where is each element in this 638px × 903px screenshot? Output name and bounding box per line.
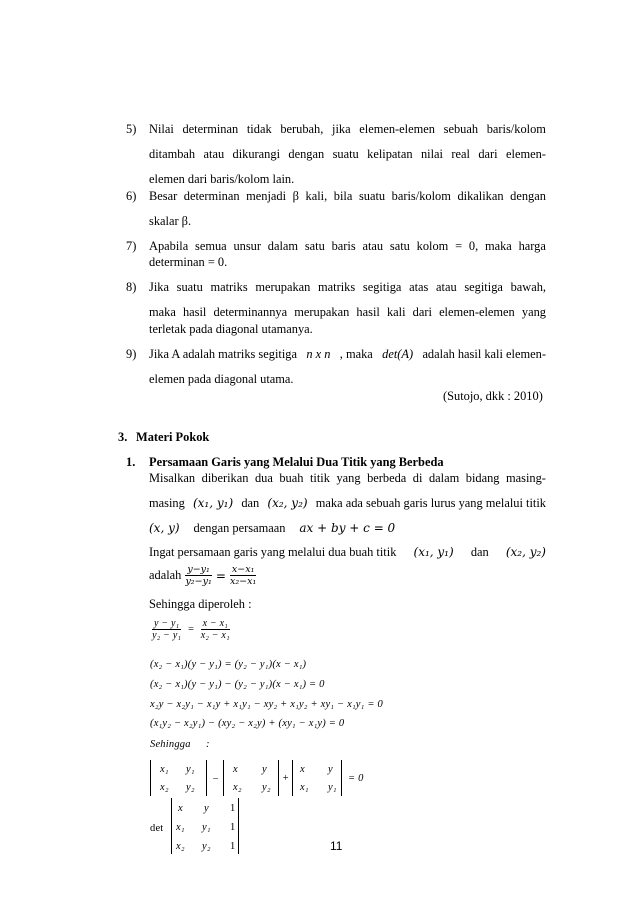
word: harga	[518, 239, 546, 253]
matrix-entry: y₂	[262, 782, 271, 793]
word: determinannya	[213, 305, 288, 319]
page-number: 11	[330, 839, 343, 853]
matrix-entry: y₁	[186, 764, 195, 775]
equals-sign: =	[187, 624, 195, 635]
matrix-entry: y₂	[186, 782, 195, 793]
property-5-line-3: elemen dari baris/kolom lain.	[149, 172, 295, 186]
word: dua	[254, 471, 273, 485]
text-segment: dengan persamaan	[193, 521, 286, 535]
fraction-left	[185, 564, 212, 587]
property-9-line-2: elemen pada diagonal utama.	[149, 372, 294, 386]
matrix-entry: x	[178, 803, 183, 814]
word: titik	[309, 471, 330, 485]
word: segitiga	[464, 280, 503, 294]
word: berbeda	[367, 471, 407, 485]
word: yang	[336, 471, 361, 485]
word: berubah,	[280, 122, 324, 136]
matrix-entry: x₂	[176, 841, 185, 852]
text-segment: adalah hasil kali elemen-	[422, 347, 546, 361]
text-segment: dan	[241, 496, 260, 510]
word: Besar	[149, 189, 178, 203]
determinant-bar	[238, 798, 239, 854]
word: β	[292, 189, 299, 203]
word: tidak	[246, 122, 272, 136]
determinant-bar	[206, 760, 207, 796]
word: bidang	[465, 471, 500, 485]
word: dengan	[510, 189, 546, 203]
derivation-line-5: (x₁y₂ − x₂y₁) − (xy₂ − x₂y) + (xy₁ − x₁y) = 0	[150, 718, 345, 729]
fraction-denominator: y₂ − y₁	[152, 630, 182, 641]
paragraph-line-3	[149, 522, 395, 534]
paragraph-line-1	[149, 472, 546, 484]
word: atau	[362, 239, 384, 253]
text-segment: Jika A adalah matriks segitiga	[149, 347, 297, 361]
fraction-denominator: y₂−y₁	[185, 576, 212, 587]
matrix-entry: 1	[230, 803, 236, 814]
text-segment: adalah	[149, 568, 182, 583]
paragraph-line-5	[149, 564, 256, 587]
word: determinan	[182, 122, 239, 136]
item-number: 8)	[126, 280, 137, 294]
word: dalam	[267, 239, 299, 253]
word: kali,	[305, 189, 328, 203]
item-number: 7)	[126, 239, 137, 253]
word: =	[455, 239, 463, 253]
word: elemen-elemen	[439, 305, 515, 319]
word: Misalkan	[149, 471, 196, 485]
paragraph-line-4	[149, 546, 546, 558]
text-segment: , maka	[339, 347, 373, 361]
property-5-line-1	[149, 123, 546, 135]
word: yang	[521, 305, 546, 319]
matrix-entry: x₂	[233, 782, 242, 793]
fraction-denominator: x₂−x₁	[230, 576, 257, 587]
colon: :	[206, 739, 210, 750]
point-1: (x₁, y₁)	[192, 496, 234, 510]
word: dengan	[288, 147, 325, 161]
subsection-number: 1.	[126, 455, 136, 469]
item-number: 5)	[126, 122, 137, 136]
minus-sign: −	[212, 774, 220, 785]
word: di	[412, 471, 423, 485]
derivation-line-3: (x₂ − x₁)(y − y₁) − (y₂ − y₁)(x − x₁) = 0	[150, 679, 325, 690]
word: maka	[149, 305, 176, 319]
word: real	[451, 147, 470, 161]
word: unsur	[233, 239, 261, 253]
plus-sign: +	[282, 773, 290, 784]
text-segment: n x n	[306, 347, 331, 361]
matrix-entry: 1	[230, 822, 236, 833]
matrix-entry: y₁	[202, 822, 211, 833]
fraction-numerator: y − y₁	[154, 618, 180, 629]
word: nilai	[420, 147, 443, 161]
word: satu	[389, 239, 410, 253]
property-7-line-1	[149, 240, 546, 252]
word: Jika	[149, 280, 169, 294]
matrix-entry: y₂	[202, 841, 211, 852]
matrix-entry: x	[233, 764, 238, 775]
determinant-bar	[223, 760, 224, 796]
property-6-line-2: skalar β.	[149, 214, 192, 228]
word: satu	[304, 239, 325, 253]
word: matriks	[318, 280, 356, 294]
matrix-entry: y₁	[328, 782, 337, 793]
fraction-left	[152, 618, 181, 641]
section-title: Materi Pokok	[136, 430, 210, 444]
text-segment: det(A)	[382, 347, 414, 361]
matrix-entry: y	[204, 803, 209, 814]
paragraph-line-2	[149, 497, 546, 509]
word: Apabila	[149, 239, 189, 253]
property-5-line-2	[149, 148, 546, 160]
text-segment: maka ada sebuah garis lurus yang melalui titik	[315, 496, 546, 510]
word: merupakan	[255, 280, 311, 294]
point-2: (x₂, y₂)	[505, 545, 546, 559]
word: maka	[484, 239, 512, 253]
matrix-entry: 1	[230, 841, 236, 852]
word: baris/kolom	[391, 189, 451, 203]
word: menjadi	[246, 189, 287, 203]
matrix-entry: x₂	[160, 782, 169, 793]
word: hasil	[356, 305, 380, 319]
point-2: (x₂, y₂)	[267, 496, 308, 510]
word: dalam	[428, 471, 460, 485]
word: 0,	[468, 239, 479, 253]
property-6-line-1	[149, 190, 546, 202]
property-9-line-1	[149, 348, 546, 360]
word: sebuah	[443, 122, 479, 136]
word: baris/kolom	[486, 122, 546, 136]
word: dari	[478, 147, 498, 161]
word: hasil	[182, 305, 207, 319]
citation: (Sutojo, dkk : 2010)	[443, 389, 543, 403]
derivation-line-1	[152, 618, 230, 641]
det-label: det	[150, 823, 164, 834]
text-segment: Ingat persamaan garis yang melalui dua buah titik	[149, 545, 397, 559]
section-number: 3.	[118, 430, 128, 444]
determinant-bar	[150, 760, 151, 796]
fraction-right	[230, 564, 256, 587]
word: elemen-elemen	[359, 122, 435, 136]
sehingga-label: Sehingga	[150, 739, 191, 750]
determinant-bar	[341, 760, 342, 796]
matrix-entry: x	[300, 764, 305, 775]
word: bawah,	[510, 280, 546, 294]
matrix-entry: y	[262, 764, 267, 775]
fraction-numerator: y−y₁	[187, 564, 210, 575]
matrix-entry: y	[328, 764, 333, 775]
equals-sign: =	[215, 568, 226, 583]
word: buah	[279, 471, 304, 485]
fraction-right	[201, 618, 230, 641]
word: jika	[332, 122, 351, 136]
paragraph-line-6: Sehingga diperoleh :	[149, 597, 252, 611]
fraction-denominator: x₂ − x₁	[200, 630, 230, 641]
word: suatu	[332, 147, 359, 161]
matrix-entry: x₁	[160, 764, 169, 775]
fraction-numerator: x−x₁	[231, 564, 255, 575]
word: dari	[412, 305, 432, 319]
matrix-entry: x₁	[300, 782, 309, 793]
word: merupakan	[294, 305, 350, 319]
word: elemen-	[506, 147, 546, 161]
word: kali	[386, 305, 406, 319]
word: dikalikan	[457, 189, 504, 203]
word: bila	[333, 189, 353, 203]
derivation-line-2: (x₂ − x₁)(y − y₁) = (y₂ − y₁)(x − x₁)	[150, 659, 307, 670]
word: determinan	[183, 189, 240, 203]
word: diberikan	[201, 471, 249, 485]
matrix-entry: x₁	[176, 822, 185, 833]
fraction-numerator: x − x₁	[202, 618, 228, 629]
text-segment: masing	[149, 496, 185, 510]
determinant-bar	[278, 760, 279, 796]
point-general: (x, y)	[149, 521, 180, 535]
word: suatu	[176, 280, 203, 294]
determinant-bar	[171, 798, 172, 854]
property-7-line-2: determinan = 0.	[149, 255, 228, 269]
word: segitiga	[362, 280, 402, 294]
equals-zero: = 0	[348, 773, 364, 784]
word: suatu	[358, 189, 386, 203]
word: ditambah	[149, 147, 196, 161]
word: atau	[203, 147, 225, 161]
word: baris	[331, 239, 356, 253]
property-8-line-3: terletak pada diagonal utamanya.	[149, 322, 313, 336]
determinant-bar	[292, 760, 293, 796]
item-number: 6)	[126, 189, 137, 203]
property-8-line-2	[149, 306, 546, 318]
word: atas	[409, 280, 429, 294]
word: kelipatan	[367, 147, 413, 161]
property-8-line-1	[149, 281, 546, 293]
word: Nilai	[149, 122, 174, 136]
item-number: 9)	[126, 347, 137, 361]
line-equation: ax + by + c = 0	[299, 521, 396, 535]
word: matriks	[210, 280, 248, 294]
derivation-line-4: x₂y − x₂y₁ − x₁y + x₁y₁ − xy₂ + x₁y₂ + xy₁ − x₁y₁ = 0	[150, 699, 383, 710]
word: masing-	[506, 471, 546, 485]
word: kolom	[416, 239, 449, 253]
point-1: (x₁, y₁)	[413, 545, 454, 559]
text-segment: dan	[470, 545, 489, 559]
word: atau	[436, 280, 457, 294]
subsection-title: Persamaan Garis yang Melalui Dua Titik yang Berbeda	[149, 455, 444, 469]
word: semua	[195, 239, 227, 253]
word: dikurangi	[232, 147, 281, 161]
